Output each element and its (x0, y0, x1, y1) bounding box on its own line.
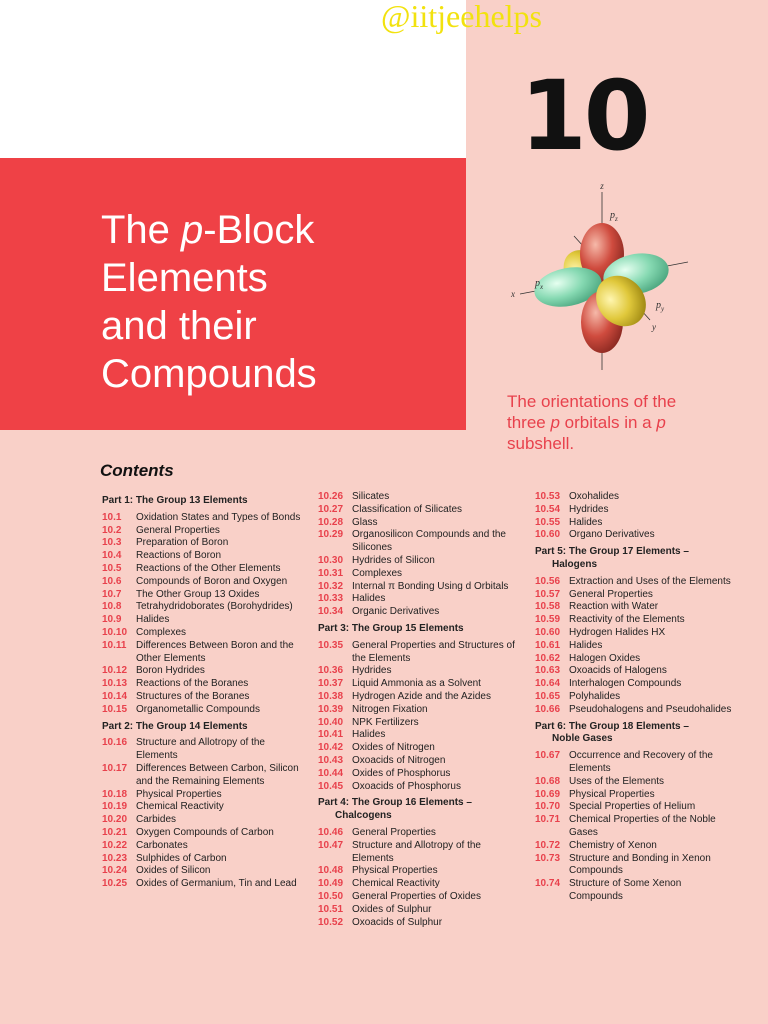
section-title: Oxoacids of Halogens (569, 665, 667, 677)
contents-entry[interactable] (102, 614, 302, 627)
contents-entry[interactable] (535, 640, 735, 653)
section-title: Structure and Bonding in Xenon Compounds (569, 852, 711, 877)
section-number: 10.36 (318, 665, 344, 677)
contents-entry[interactable] (318, 491, 518, 504)
contents-entry[interactable] (318, 840, 518, 866)
section-number: 10.28 (318, 516, 344, 528)
section-number: 10.5 (102, 562, 122, 574)
section-title: Physical Properties (569, 788, 655, 800)
section-title: Reactivity of the Elements (569, 614, 685, 626)
contents-entry[interactable] (535, 704, 735, 717)
section-title: Structure and Allotropy of the Elements (352, 839, 481, 864)
pz-label: $p_z$ (610, 210, 618, 223)
section-title: Organo Derivatives (569, 529, 655, 541)
section-title: Hydrides of Silicon (352, 554, 435, 566)
section-title: Hydrogen Halides HX (569, 626, 666, 638)
section-number: 10.38 (318, 690, 344, 702)
contents-entry[interactable] (102, 737, 302, 763)
contents-entry[interactable] (535, 627, 735, 640)
axis-z-label: z (600, 181, 604, 191)
contents-entry[interactable] (535, 601, 735, 614)
contents-entry[interactable] (318, 581, 518, 594)
contents-heading: Contents (100, 461, 174, 480)
section-title: Carbonates (136, 839, 188, 851)
section-title: Oxides of Silicon (136, 865, 211, 877)
contents-entry[interactable] (318, 891, 518, 904)
contents-entry[interactable] (102, 789, 302, 802)
contents-entry[interactable] (102, 827, 302, 840)
section-number: 10.44 (318, 767, 344, 779)
section-number: 10.1 (102, 511, 122, 523)
contents-entry[interactable] (535, 814, 735, 840)
contents-entry[interactable] (318, 781, 518, 794)
contents-entry[interactable] (318, 704, 518, 717)
contents-entry[interactable] (535, 789, 735, 802)
section-number: 10.60 (535, 626, 561, 638)
section-number: 10.62 (535, 652, 561, 664)
section-number: 10.16 (102, 737, 128, 749)
section-number: 10.61 (535, 639, 561, 651)
contents-entry[interactable] (318, 904, 518, 917)
section-title: Glass (352, 516, 378, 528)
contents-entry[interactable] (102, 601, 302, 614)
contents-part-heading: Part 5: The Group 17 Elements – Halogens (535, 546, 689, 570)
contents-entry[interactable] (535, 840, 735, 853)
contents-entry[interactable] (535, 589, 735, 602)
section-title: Structure and Allotropy of the Elements (136, 737, 265, 762)
contents-entry[interactable] (318, 827, 518, 840)
section-number: 10.71 (535, 814, 561, 826)
section-title: Pseudohalogens and Pseudohalides (569, 703, 732, 715)
contents-entry[interactable] (318, 555, 518, 568)
section-title: Structures of the Boranes (136, 690, 250, 702)
section-number: 10.15 (102, 703, 128, 715)
contents-part-heading: Part 2: The Group 14 Elements (102, 720, 248, 732)
contents-entry[interactable] (102, 576, 302, 589)
section-number: 10.69 (535, 788, 561, 800)
section-number: 10.23 (102, 852, 128, 864)
contents-entry[interactable] (102, 763, 302, 789)
section-number: 10.67 (535, 750, 561, 762)
contents-entry[interactable] (535, 491, 735, 504)
section-number: 10.47 (318, 839, 344, 851)
section-title: Internal π Bonding Using d Orbitals (352, 580, 509, 592)
contents-entry[interactable] (318, 768, 518, 781)
contents-entry[interactable] (102, 691, 302, 704)
section-title: Compounds of Boron and Oxygen (136, 575, 288, 587)
section-title: Halides (569, 639, 603, 651)
section-title: Polyhalides (569, 690, 621, 702)
section-title: Oxides of Sulphur (352, 903, 432, 915)
contents-entry[interactable] (102, 589, 302, 602)
contents-entry[interactable] (102, 704, 302, 717)
section-number: 10.26 (318, 491, 344, 502)
contents-entry[interactable] (318, 606, 518, 619)
section-title: Silicates (352, 491, 390, 502)
section-number: 10.53 (535, 491, 561, 502)
contents-entry[interactable] (318, 504, 518, 517)
contents-entry[interactable] (318, 517, 518, 530)
section-number: 10.51 (318, 903, 344, 915)
section-number: 10.25 (102, 878, 128, 890)
contents-entry[interactable] (102, 853, 302, 866)
section-title: Reaction with Water (569, 601, 659, 613)
contents-entry[interactable] (318, 568, 518, 581)
section-number: 10.59 (535, 614, 561, 626)
contents-entry[interactable] (535, 750, 735, 776)
px-label: $p_x$ (535, 278, 544, 291)
section-number: 10.30 (318, 554, 344, 566)
section-number: 10.31 (318, 567, 344, 579)
section-title: Oxides of Phosphorus (352, 767, 451, 779)
section-number: 10.54 (535, 503, 561, 515)
chapter-number: 10 (520, 60, 648, 172)
section-number: 10.3 (102, 537, 122, 549)
section-number: 10.58 (535, 601, 561, 613)
section-title: Preparation of Boron (136, 537, 229, 549)
section-title: Physical Properties (352, 865, 438, 877)
contents-column-2 (318, 491, 518, 929)
contents-entry[interactable] (318, 529, 518, 555)
section-title: Oxides of Germanium, Tin and Lead (136, 878, 297, 890)
section-number: 10.52 (318, 916, 344, 928)
contents-entry[interactable] (318, 742, 518, 755)
contents-part-heading: Part 4: The Group 16 Elements – Chalcogens (318, 797, 472, 822)
section-number: 10.13 (102, 678, 128, 690)
axis-y-label: y (652, 322, 656, 332)
section-number: 10.60 (535, 529, 561, 541)
section-title: Oxoacids of Sulphur (352, 916, 443, 928)
contents-entry[interactable] (318, 717, 518, 730)
section-title: Tetrahydridoborates (Borohydrides) (136, 601, 293, 613)
section-title: Interhalogen Compounds (569, 678, 682, 690)
contents-entry[interactable] (102, 665, 302, 678)
section-title: Organometallic Compounds (136, 703, 260, 715)
section-title: Chemical Reactivity (136, 801, 224, 813)
contents-entry[interactable] (102, 878, 302, 891)
contents-entry[interactable] (535, 853, 735, 879)
section-title: Reactions of the Boranes (136, 678, 249, 690)
section-title: Nitrogen Fixation (352, 703, 428, 715)
contents-entry[interactable] (535, 691, 735, 704)
contents-entry[interactable] (102, 678, 302, 691)
section-number: 10.40 (318, 716, 344, 728)
section-number: 10.43 (318, 754, 344, 766)
contents-entry[interactable] (102, 525, 302, 538)
contents-entry[interactable] (102, 865, 302, 878)
section-number: 10.12 (102, 665, 128, 677)
contents-entry[interactable] (102, 814, 302, 827)
section-title: General Properties of Oxides (352, 890, 481, 902)
section-title: Halides (136, 614, 170, 626)
contents-column-3 (535, 491, 735, 904)
section-number: 10.11 (102, 639, 127, 651)
section-title: Oxygen Compounds of Carbon (136, 826, 274, 838)
section-title: General Properties (352, 826, 436, 838)
section-title: Classification of Silicates (352, 503, 463, 515)
section-number: 10.14 (102, 690, 128, 702)
section-title: Chemistry of Xenon (569, 839, 657, 851)
section-title: Liquid Ammonia as a Solvent (352, 678, 481, 690)
section-title: Uses of the Elements (569, 775, 665, 787)
section-title: Halides (569, 516, 603, 528)
section-number: 10.33 (318, 593, 344, 605)
section-title: Physical Properties (136, 788, 222, 800)
section-title: NPK Fertilizers (352, 716, 419, 728)
section-number: 10.27 (318, 503, 344, 515)
section-number: 10.46 (318, 826, 344, 838)
section-title: Hydrogen Azide and the Azides (352, 690, 491, 702)
contents-entry[interactable] (102, 563, 302, 576)
section-number: 10.63 (535, 665, 561, 677)
section-number: 10.20 (102, 814, 128, 826)
contents-entry[interactable] (102, 512, 302, 525)
section-number: 10.50 (318, 890, 344, 902)
section-number: 10.29 (318, 529, 344, 541)
section-title: Reactions of Boron (136, 550, 222, 562)
watermark: @iitjeehelps (381, 0, 542, 34)
section-title: Differences Between Carbon, Silicon and the Remaining Elements (136, 762, 299, 787)
contents-entry[interactable] (535, 678, 735, 691)
section-number: 10.10 (102, 626, 128, 638)
section-title: Structure of Some Xenon Compounds (569, 878, 682, 902)
contents-entry[interactable] (102, 627, 302, 640)
section-title: Hydrides (569, 503, 609, 515)
title-line2: Elements (101, 256, 268, 300)
section-number: 10.21 (102, 826, 128, 838)
section-title: Oxides of Nitrogen (352, 742, 435, 754)
section-title: Chemical Properties of the Noble Gases (569, 814, 716, 838)
section-number: 10.35 (318, 639, 344, 651)
section-number: 10.42 (318, 742, 344, 754)
section-number: 10.73 (535, 852, 561, 864)
section-title: Hydrides (352, 665, 392, 677)
section-number: 10.68 (535, 775, 561, 787)
contents-entry[interactable] (318, 691, 518, 704)
section-title: Organosilicon Compounds and the Silicones (352, 529, 506, 554)
contents-entry[interactable] (318, 678, 518, 691)
title-line3: and their (101, 304, 257, 348)
section-number: 10.56 (535, 575, 561, 587)
section-number: 10.70 (535, 801, 561, 813)
section-title: Complexes (352, 567, 403, 579)
contents-entry[interactable] (318, 865, 518, 878)
section-title: General Properties (569, 588, 653, 600)
section-title: Carbides (136, 814, 177, 826)
section-title: Differences Between Boron and the Other Elements (136, 639, 294, 664)
contents-part-heading: Part 6: The Group 18 Elements – Noble Gases (535, 720, 689, 745)
section-title: Chemical Reactivity (352, 878, 440, 890)
section-title: Special Properties of Helium (569, 801, 696, 813)
section-title: The Other Group 13 Oxides (136, 588, 260, 600)
section-number: 10.49 (318, 878, 344, 890)
section-title: Sulphides of Carbon (136, 852, 227, 864)
contents-entry[interactable] (535, 517, 735, 530)
section-number: 10.64 (535, 678, 561, 690)
contents-entry[interactable] (318, 665, 518, 678)
contents-entry[interactable] (535, 576, 735, 589)
contents-entry[interactable] (102, 537, 302, 550)
contents-entry[interactable] (102, 801, 302, 814)
contents-entry[interactable] (535, 529, 735, 542)
contents-entry[interactable] (102, 640, 302, 666)
section-number: 10.18 (102, 788, 128, 800)
py-label: $p_y$ (656, 300, 665, 313)
section-number: 10.72 (535, 839, 561, 851)
p-orbital-figure (504, 180, 694, 380)
contents-entry[interactable] (535, 878, 735, 904)
section-title: Halides (352, 729, 386, 741)
section-title: Oxohalides (569, 491, 620, 502)
contents-part-heading: Part 3: The Group 15 Elements (318, 622, 464, 634)
section-number: 10.8 (102, 601, 122, 613)
section-title: General Properties (136, 524, 220, 536)
section-number: 10.66 (535, 703, 561, 715)
contents-entry[interactable] (318, 640, 518, 666)
section-title: Oxidation States and Types of Bonds (136, 511, 301, 523)
section-number: 10.9 (102, 614, 122, 626)
section-number: 10.2 (102, 524, 122, 536)
contents-entry[interactable] (535, 665, 735, 678)
section-title: Extraction and Uses of the Elements (569, 575, 731, 587)
section-number: 10.41 (318, 729, 344, 741)
contents-entry[interactable] (535, 801, 735, 814)
section-number: 10.7 (102, 588, 122, 600)
contents-entry[interactable] (102, 840, 302, 853)
section-number: 10.17 (102, 762, 128, 774)
section-number: 10.74 (535, 878, 561, 890)
axis-x-label: x (511, 289, 515, 299)
section-number: 10.6 (102, 575, 122, 587)
title-line4: Compounds (101, 352, 317, 396)
contents-entry[interactable] (535, 614, 735, 627)
contents-entry[interactable] (102, 550, 302, 563)
contents-entry[interactable] (318, 755, 518, 768)
section-number: 10.32 (318, 580, 344, 592)
section-number: 10.4 (102, 550, 122, 562)
section-title: Boron Hydrides (136, 665, 205, 677)
section-title: Reactions of the Other Elements (136, 562, 281, 574)
chapter-title (101, 206, 317, 398)
contents-column-1 (102, 491, 302, 891)
section-number: 10.24 (102, 865, 128, 877)
contents-entry[interactable] (318, 878, 518, 891)
section-title: Occurrence and Recovery of the Elements (569, 750, 713, 774)
section-title: Halides (352, 593, 386, 605)
section-number: 10.48 (318, 865, 344, 877)
contents-part-heading: Part 1: The Group 13 Elements (102, 495, 248, 506)
contents-entry[interactable] (535, 776, 735, 789)
contents-entry[interactable] (318, 593, 518, 606)
contents-entry[interactable] (535, 504, 735, 517)
section-number: 10.57 (535, 588, 561, 600)
title-line1: The p-Block (101, 208, 315, 252)
section-title: Organic Derivatives (352, 606, 440, 618)
section-number: 10.65 (535, 690, 561, 702)
contents-entry[interactable] (318, 917, 518, 930)
section-title: Halogen Oxides (569, 652, 641, 664)
section-number: 10.55 (535, 516, 561, 528)
figure-caption: The orientations of the three p orbitals in a p subshell. (507, 392, 677, 453)
section-number: 10.37 (318, 678, 344, 690)
section-title: General Properties and Structures of the Elements (352, 639, 515, 664)
section-number: 10.19 (102, 801, 128, 813)
section-title: Oxoacids of Nitrogen (352, 754, 446, 766)
contents-entry[interactable] (535, 653, 735, 666)
contents-entry[interactable] (318, 729, 518, 742)
section-title: Oxoacids of Phosphorus (352, 780, 461, 792)
section-title: Complexes (136, 626, 187, 638)
section-number: 10.39 (318, 703, 344, 715)
section-number: 10.45 (318, 780, 344, 792)
section-number: 10.34 (318, 606, 344, 618)
section-number: 10.22 (102, 839, 128, 851)
